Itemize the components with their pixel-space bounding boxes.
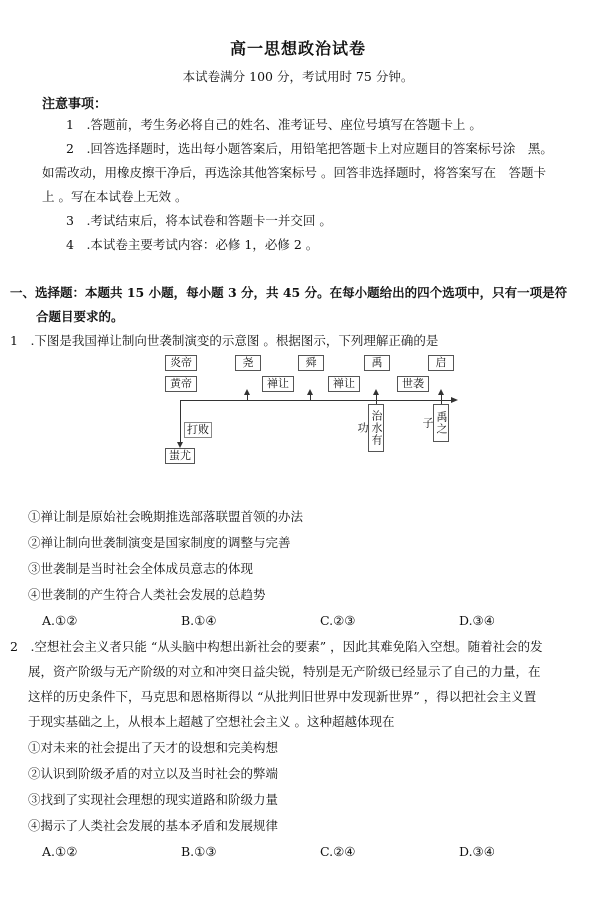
timeline-arrowhead bbox=[451, 397, 458, 403]
box-shanrang-2: 禅让 bbox=[328, 376, 360, 392]
q2-stem-line: 于现实基础之上，从根本上超越了空想社会主义 。这种超越体现在 bbox=[28, 714, 395, 729]
q1-statement: ④世袭制的产生符合人类社会发展的总趋势 bbox=[28, 587, 266, 602]
q2-stem-line: 2 .空想社会主义者只能 “从头脑中构想出新社会的要素” ，因此其难免陷入空想。随着社会的发 bbox=[10, 639, 543, 654]
box-zhishui: 治水有功 bbox=[368, 404, 384, 452]
question-1-stem: 1 .下图是我国禅让制向世袭制演变的示意图 。根据图示，下列理解正确的是 bbox=[10, 333, 439, 348]
q2-statement: ③找到了实现社会理想的现实道路和阶级力量 bbox=[28, 792, 279, 807]
connector-arrow bbox=[438, 389, 444, 395]
box-chiyou: 蚩尤 bbox=[165, 448, 195, 464]
q1-option-a: A.①② bbox=[42, 613, 78, 628]
branch-line bbox=[180, 400, 181, 444]
q1-statement: ①禅让制是原始社会晚期推选部落联盟首领的办法 bbox=[28, 509, 304, 524]
q1-statement: ②禅让制向世袭制演变是国家制度的调整与完善 bbox=[28, 535, 291, 550]
box-yandi: 炎帝 bbox=[165, 355, 197, 371]
note-item: 4 .本试卷主要考试内容：必修 1，必修 2 。 bbox=[66, 237, 319, 252]
exam-info: 本试卷满分 100 分，考试用时 75 分钟。 bbox=[182, 69, 414, 84]
box-shixi: 世袭 bbox=[397, 376, 429, 392]
notes-heading: 注意事项： bbox=[42, 97, 108, 112]
box-shun: 舜 bbox=[298, 355, 324, 371]
q2-option-d: D.③④ bbox=[459, 844, 495, 859]
label-dabai: 打败 bbox=[184, 422, 212, 438]
q2-stem-line: 展，资产阶级与无产阶级的对立和冲突日益尖锐，特别是无产阶级已经显示了自己的力量，在 bbox=[28, 664, 541, 679]
connector-arrow bbox=[373, 389, 379, 395]
box-yao: 尧 bbox=[235, 355, 261, 371]
box-huangdi: 黄帝 bbox=[165, 376, 197, 392]
q2-option-a: A.①② bbox=[42, 844, 78, 859]
connector-arrow bbox=[244, 389, 250, 395]
q2-option-b: B.①③ bbox=[181, 844, 217, 859]
q1-option-b: B.①④ bbox=[181, 613, 217, 628]
q2-stem-line: 这样的历史条件下，马克思和恩格斯得以 “从批判旧世界中发现新世界” ，得以把社会主义置 bbox=[28, 689, 537, 704]
section-heading: 一、选择题：本题共 15 小题，每小题 3 分，共 45 分。在每小题给出的四个选项中，只有一项是符 bbox=[10, 285, 568, 300]
q2-statement: ①对未来的社会提出了天才的设想和完美构想 bbox=[28, 740, 279, 755]
q2-statement: ②认识到阶级矛盾的对立以及当时社会的弊端 bbox=[28, 766, 279, 781]
note-item: 1 .答题前，考生务必将自己的姓名、准考证号、座位号填写在答题卡上 。 bbox=[66, 117, 482, 132]
q2-statement: ④揭示了人类社会发展的基本矛盾和发展规律 bbox=[28, 818, 279, 833]
note-item: 如需改动，用橡皮擦干净后，再选涂其他答案标号 。回答非选择题时，将答案写在 答题卡 bbox=[42, 165, 546, 180]
page-title: 高一思想政治试卷 bbox=[229, 39, 366, 58]
q2-option-c: C.②④ bbox=[320, 844, 356, 859]
q1-option-d: D.③④ bbox=[459, 613, 495, 628]
note-item: 3 .考试结束后，将本试卷和答题卡一并交回 。 bbox=[66, 213, 332, 228]
section-heading-cont: 合题目要求的。 bbox=[36, 309, 124, 324]
connector-arrow bbox=[307, 389, 313, 395]
q1-option-c: C.②③ bbox=[320, 613, 356, 628]
box-qi: 启 bbox=[428, 355, 454, 371]
note-item: 2 .回答选择题时，选出每小题答案后，用铅笔把答题卡上对应题目的答案标号涂 黑。 bbox=[66, 141, 553, 156]
note-item: 上 。写在本试卷上无效 。 bbox=[42, 189, 188, 204]
q1-statement: ③世袭制是当时社会全体成员意志的体现 bbox=[28, 561, 254, 576]
timeline-line bbox=[180, 400, 452, 401]
box-shanrang-1: 禅让 bbox=[262, 376, 294, 392]
box-yuzhizi: 禹之子 bbox=[433, 404, 449, 442]
box-yu: 禹 bbox=[364, 355, 390, 371]
